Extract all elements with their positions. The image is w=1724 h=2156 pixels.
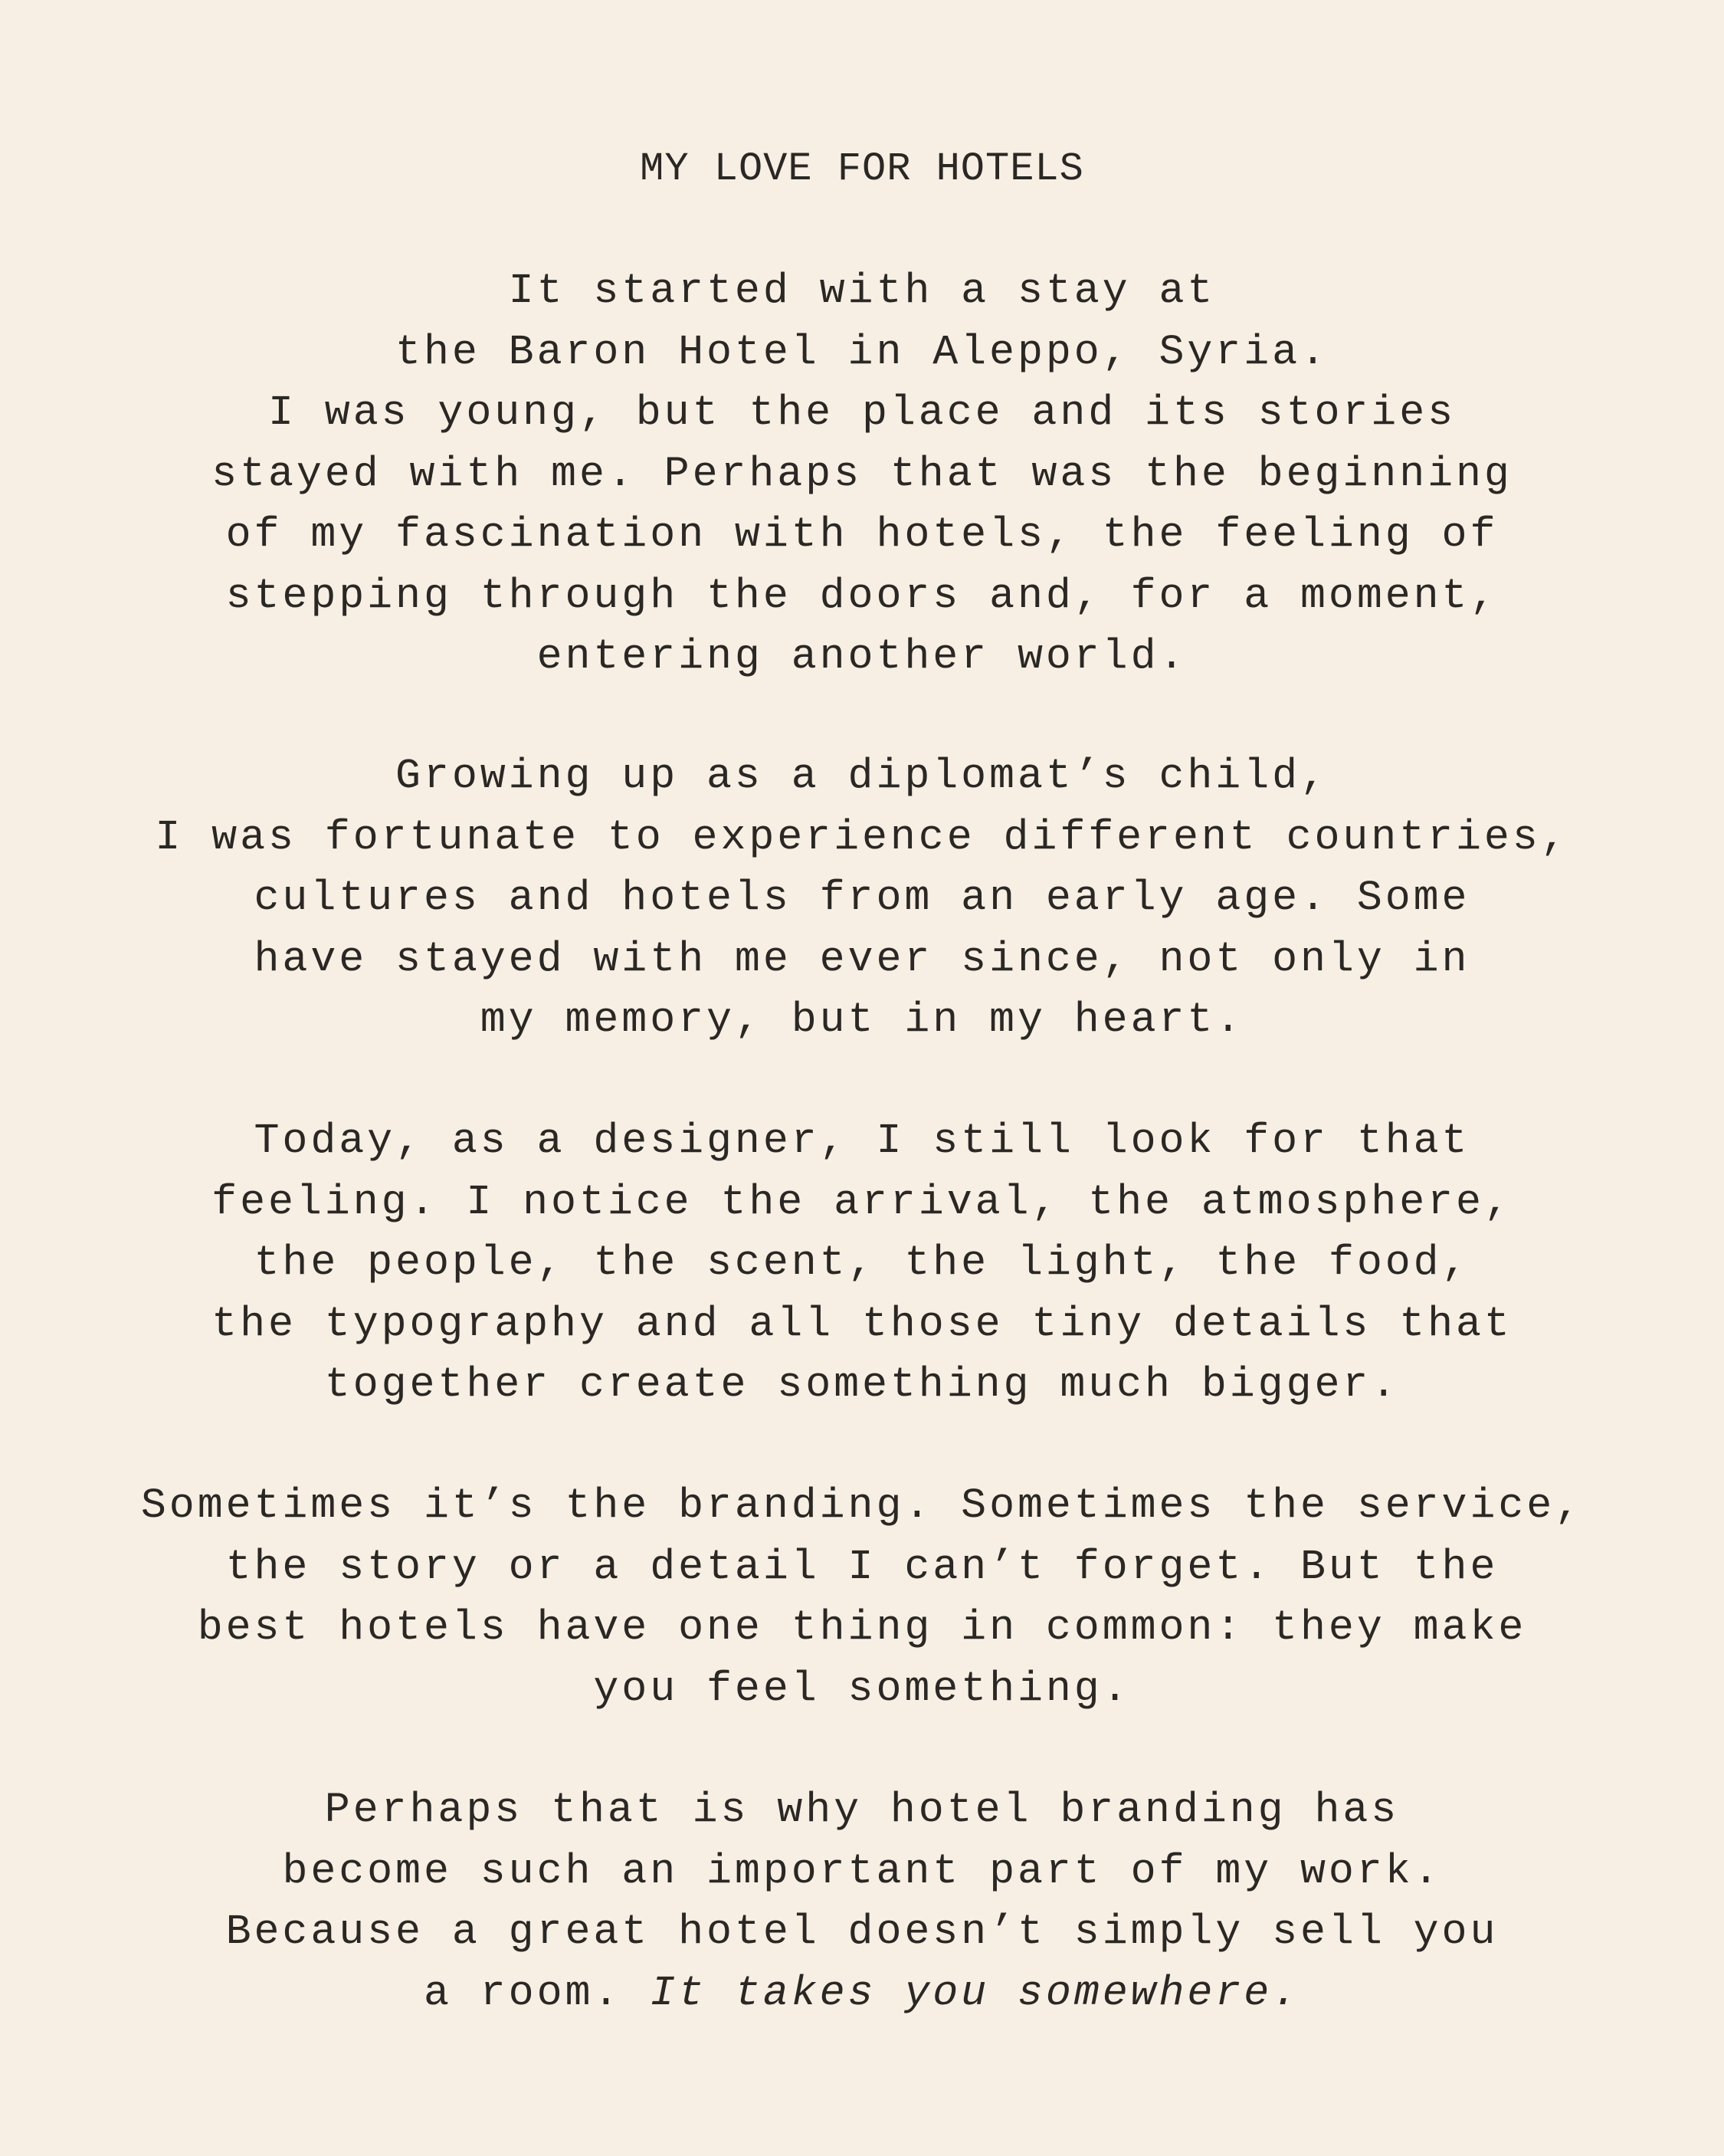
text-line: Perhaps that is why hotel branding has (324, 1786, 1400, 1834)
paragraph-2 (0, 746, 1724, 1051)
text-line: It started with a stay at (508, 267, 1216, 315)
text-line: of my fascination with hotels, the feeling of (225, 510, 1499, 559)
paragraph-5 (0, 1780, 1724, 2023)
text-line: feeling. I notice the arrival, the atmosphere, (211, 1177, 1513, 1226)
text-line: the Baron Hotel in Aleppo, Syria. (395, 327, 1329, 376)
text-line: I was young, but the place and its stories (267, 389, 1457, 437)
text-line: Sometimes it’s the branding. Sometimes the service, (140, 1482, 1584, 1530)
text-line: together create something much bigger. (324, 1360, 1400, 1409)
text-line: the story or a detail I can’t forget. But the (225, 1542, 1499, 1591)
text-line: you feel something. (593, 1664, 1131, 1713)
text-line: best hotels have one thing in common: they make (197, 1603, 1527, 1652)
text-line: the people, the scent, the light, the food, (254, 1239, 1470, 1287)
document-title: MY LOVE FOR HOTELS (640, 146, 1084, 192)
text-line: my memory, but in my heart. (480, 996, 1244, 1044)
text-line: Today, as a designer, I still look for that (254, 1117, 1470, 1165)
paragraph-3 (0, 1111, 1724, 1416)
text-line: cultures and hotels from an early age. Some (254, 874, 1470, 922)
text-line: have stayed with me ever since, not only in (254, 934, 1470, 983)
text-line: the typography and all those tiny details that (211, 1299, 1513, 1348)
text-line: stepping through the doors and, for a moment, (225, 571, 1499, 620)
text-line: Because a great hotel doesn’t simply sell you (225, 1908, 1499, 1956)
text-line: Growing up as a diplomat’s child, (395, 752, 1329, 800)
paragraph-1 (0, 261, 1724, 687)
text-line: become such an important part of my work. (282, 1846, 1442, 1895)
closing-line-plain: a room. (423, 1968, 622, 2017)
text-line: I was fortunate to experience different countries, (155, 812, 1569, 861)
closing-line (0, 1963, 1724, 2024)
paragraph-4 (0, 1475, 1724, 1719)
closing-line-italic: It takes you somewhere. (650, 1968, 1301, 2017)
text-line: stayed with me. Perhaps that was the beginning (211, 449, 1513, 498)
text-line: entering another world. (536, 632, 1188, 681)
